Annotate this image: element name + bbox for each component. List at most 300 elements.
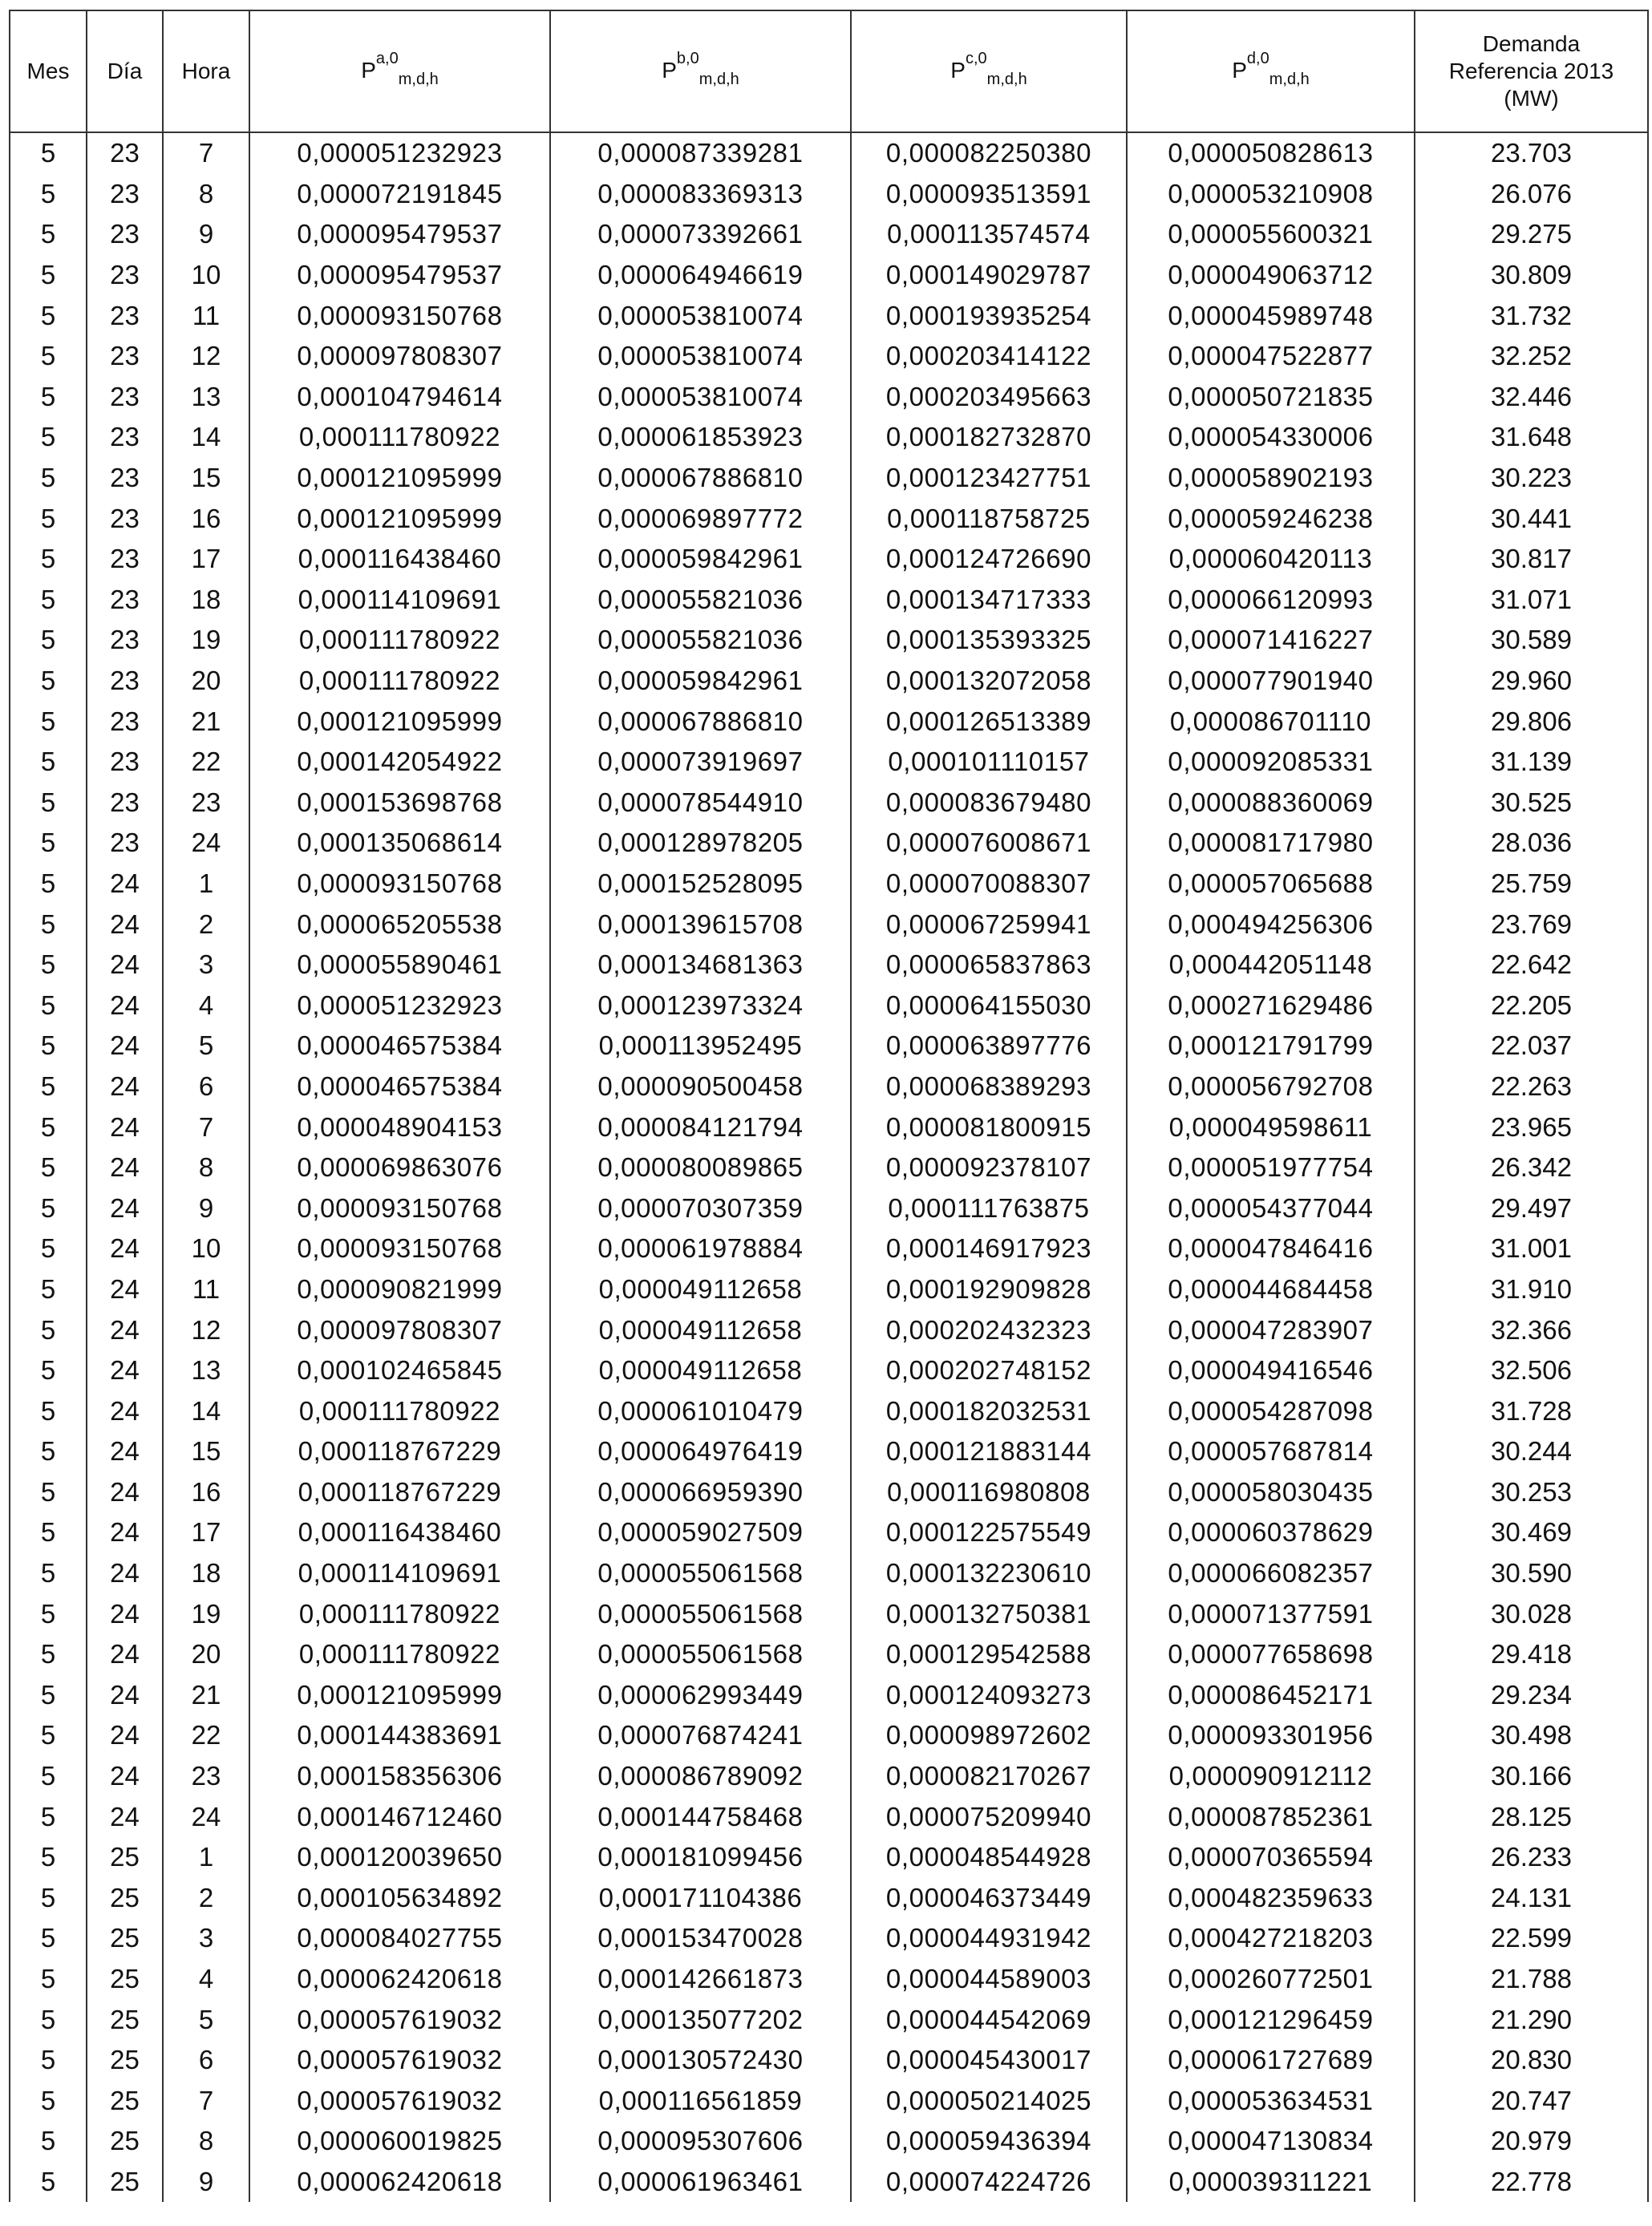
- cell-demanda: 21.290: [1415, 1999, 1648, 2040]
- table-row: [10, 1878, 1648, 1919]
- cell-pd: 0,000066120993: [1127, 580, 1415, 621]
- table-row: [10, 1837, 1648, 1878]
- table-row: [10, 742, 1648, 783]
- header-pa-sub: m,d,h: [398, 70, 439, 88]
- cell-pb: 0,000171104386: [550, 1878, 851, 1919]
- cell-pd: 0,000071377591: [1127, 1593, 1415, 1634]
- cell-hora: 15: [163, 458, 249, 499]
- cell-pc: 0,000129542588: [851, 1634, 1127, 1675]
- table-row: [10, 1026, 1648, 1066]
- cell-pa: 0,000048904153: [249, 1107, 550, 1147]
- cell-pb: 0,000049112658: [550, 1269, 851, 1310]
- table-row: [10, 1107, 1648, 1147]
- cell-pa: 0,000121095999: [249, 701, 550, 742]
- table-row: [10, 1756, 1648, 1797]
- cell-pd: 0,000047522877: [1127, 336, 1415, 377]
- cell-mes: 5: [10, 1390, 87, 1431]
- cell-pd: 0,000059246238: [1127, 498, 1415, 539]
- cell-mes: 5: [10, 1107, 87, 1147]
- cell-pa: 0,000046575384: [249, 1026, 550, 1066]
- table-row: [10, 174, 1648, 215]
- header-pd-base: P: [1232, 57, 1247, 83]
- cell-pb: 0,000181099456: [550, 1837, 851, 1878]
- cell-pb: 0,000049112658: [550, 1350, 851, 1391]
- cell-dia: 24: [87, 1309, 163, 1350]
- cell-pd: 0,000071416227: [1127, 620, 1415, 661]
- cell-dia: 25: [87, 2121, 163, 2162]
- cell-pb: 0,000080089865: [550, 1147, 851, 1188]
- table-row: [10, 2040, 1648, 2081]
- cell-dia: 24: [87, 1026, 163, 1066]
- cell-dia: 25: [87, 1837, 163, 1878]
- table-row: [10, 336, 1648, 377]
- cell-demanda: 21.788: [1415, 1959, 1648, 2000]
- cell-dia: 23: [87, 783, 163, 824]
- table-row: [10, 580, 1648, 621]
- cell-demanda: 30.253: [1415, 1472, 1648, 1513]
- cell-hora: 3: [163, 945, 249, 986]
- cell-pc: 0,000135393325: [851, 620, 1127, 661]
- cell-pa: 0,000111780922: [249, 1390, 550, 1431]
- cell-mes: 5: [10, 336, 87, 377]
- cell-pc: 0,000124093273: [851, 1675, 1127, 1716]
- cell-hora: 10: [163, 255, 249, 296]
- cell-hora: 4: [163, 985, 249, 1026]
- cell-pc: 0,000123427751: [851, 458, 1127, 499]
- cell-pa: 0,000111780922: [249, 661, 550, 702]
- cell-demanda: 30.244: [1415, 1431, 1648, 1472]
- cell-pd: 0,000081717980: [1127, 823, 1415, 864]
- header-pd-sup: d,0: [1246, 49, 1269, 67]
- table-row: [10, 864, 1648, 905]
- cell-hora: 13: [163, 1350, 249, 1391]
- table-row: [10, 1188, 1648, 1228]
- table-row: [10, 1512, 1648, 1553]
- cell-mes: 5: [10, 580, 87, 621]
- cell-dia: 23: [87, 661, 163, 702]
- cell-pc: 0,000064155030: [851, 985, 1127, 1026]
- cell-demanda: 25.759: [1415, 864, 1648, 905]
- cell-pb: 0,000144758468: [550, 1796, 851, 1837]
- cell-pa: 0,000072191845: [249, 174, 550, 215]
- cell-mes: 5: [10, 1959, 87, 2000]
- table-row: [10, 1796, 1648, 1837]
- table-row: [10, 1675, 1648, 1716]
- cell-hora: 14: [163, 417, 249, 458]
- cell-pd: 0,000086452171: [1127, 1675, 1415, 1716]
- cell-pa: 0,000057619032: [249, 1999, 550, 2040]
- cell-pb: 0,000059842961: [550, 539, 851, 580]
- cell-pc: 0,000045430017: [851, 2040, 1127, 2081]
- cell-demanda: 20.830: [1415, 2040, 1648, 2081]
- cell-pd: 0,000047283907: [1127, 1309, 1415, 1350]
- cell-demanda: 28.036: [1415, 823, 1648, 864]
- cell-pb: 0,000055821036: [550, 620, 851, 661]
- cell-dia: 24: [87, 904, 163, 945]
- cell-pc: 0,000146917923: [851, 1228, 1127, 1269]
- cell-pb: 0,000073392661: [550, 214, 851, 255]
- cell-demanda: 30.498: [1415, 1715, 1648, 1756]
- cell-pa: 0,000057619032: [249, 2040, 550, 2081]
- cell-pd: 0,000271629486: [1127, 985, 1415, 1026]
- cell-demanda: 31.139: [1415, 742, 1648, 783]
- cell-pb: 0,000116561859: [550, 2081, 851, 2122]
- header-demanda-line2: Referencia 2013: [1448, 59, 1614, 83]
- cell-demanda: 26.076: [1415, 174, 1648, 215]
- cell-pb: 0,000061963461: [550, 2162, 851, 2203]
- cell-pc: 0,000202432323: [851, 1309, 1127, 1350]
- cell-demanda: 22.263: [1415, 1066, 1648, 1107]
- cell-mes: 5: [10, 1472, 87, 1513]
- cell-pc: 0,000121883144: [851, 1431, 1127, 1472]
- cell-mes: 5: [10, 132, 87, 174]
- cell-demanda: 30.809: [1415, 255, 1648, 296]
- cell-pc: 0,000048544928: [851, 1837, 1127, 1878]
- header-demanda-line1: Demanda: [1482, 31, 1581, 56]
- cell-pb: 0,000053810074: [550, 295, 851, 336]
- header-pc-base: P: [950, 57, 966, 83]
- cell-pb: 0,000153470028: [550, 1918, 851, 1959]
- cell-dia: 24: [87, 1472, 163, 1513]
- cell-pc: 0,000193935254: [851, 295, 1127, 336]
- cell-mes: 5: [10, 1431, 87, 1472]
- cell-pd: 0,000482359633: [1127, 1878, 1415, 1919]
- cell-pc: 0,000082250380: [851, 132, 1127, 174]
- cell-pc: 0,000182032531: [851, 1390, 1127, 1431]
- cell-mes: 5: [10, 1715, 87, 1756]
- cell-dia: 25: [87, 1878, 163, 1919]
- cell-pa: 0,000093150768: [249, 295, 550, 336]
- cell-pd: 0,000087852361: [1127, 1796, 1415, 1837]
- table-row: [10, 783, 1648, 824]
- cell-pb: 0,000130572430: [550, 2040, 851, 2081]
- cell-dia: 24: [87, 1634, 163, 1675]
- cell-pa: 0,000095479537: [249, 214, 550, 255]
- cell-hora: 16: [163, 1472, 249, 1513]
- cell-mes: 5: [10, 458, 87, 499]
- cell-hora: 5: [163, 1999, 249, 2040]
- cell-dia: 25: [87, 2162, 163, 2203]
- cell-pd: 0,000050828613: [1127, 132, 1415, 174]
- cell-hora: 24: [163, 1796, 249, 1837]
- header-pd-sub: m,d,h: [1269, 70, 1310, 88]
- cell-mes: 5: [10, 823, 87, 864]
- cell-pd: 0,000054330006: [1127, 417, 1415, 458]
- cell-pa: 0,000055890461: [249, 945, 550, 986]
- cell-demanda: 29.418: [1415, 1634, 1648, 1675]
- cell-hora: 12: [163, 336, 249, 377]
- header-pa-sup: a,0: [375, 49, 399, 67]
- cell-hora: 7: [163, 2081, 249, 2122]
- cell-pc: 0,000113574574: [851, 214, 1127, 255]
- cell-mes: 5: [10, 1350, 87, 1391]
- cell-mes: 5: [10, 985, 87, 1026]
- cell-mes: 5: [10, 742, 87, 783]
- cell-pa: 0,000142054922: [249, 742, 550, 783]
- cell-pa: 0,000135068614: [249, 823, 550, 864]
- cell-pb: 0,000087339281: [550, 132, 851, 174]
- cell-mes: 5: [10, 1796, 87, 1837]
- cell-pb: 0,000128978205: [550, 823, 851, 864]
- cell-dia: 23: [87, 823, 163, 864]
- cell-hora: 8: [163, 1147, 249, 1188]
- cell-pa: 0,000051232923: [249, 985, 550, 1026]
- cell-demanda: 29.960: [1415, 661, 1648, 702]
- cell-mes: 5: [10, 1837, 87, 1878]
- cell-dia: 23: [87, 214, 163, 255]
- cell-pc: 0,000101110157: [851, 742, 1127, 783]
- cell-mes: 5: [10, 1512, 87, 1553]
- table-row: [10, 1147, 1648, 1188]
- cell-pd: 0,000055600321: [1127, 214, 1415, 255]
- cell-dia: 24: [87, 1188, 163, 1228]
- cell-hora: 11: [163, 1269, 249, 1310]
- cell-pd: 0,000054377044: [1127, 1188, 1415, 1228]
- cell-mes: 5: [10, 2162, 87, 2203]
- cell-pd: 0,000053210908: [1127, 174, 1415, 215]
- cell-demanda: 32.252: [1415, 336, 1648, 377]
- cell-dia: 23: [87, 132, 163, 174]
- cell-pc: 0,000132072058: [851, 661, 1127, 702]
- table-row: [10, 214, 1648, 255]
- table-row: [10, 498, 1648, 539]
- table-row: [10, 1066, 1648, 1107]
- cell-pa: 0,000060019825: [249, 2121, 550, 2162]
- cell-pd: 0,000442051148: [1127, 945, 1415, 986]
- cell-hora: 18: [163, 1553, 249, 1594]
- cell-mes: 5: [10, 498, 87, 539]
- cell-dia: 23: [87, 742, 163, 783]
- cell-pa: 0,000153698768: [249, 783, 550, 824]
- cell-pa: 0,000121095999: [249, 498, 550, 539]
- cell-pb: 0,000083369313: [550, 174, 851, 215]
- cell-pd: 0,000049598611: [1127, 1107, 1415, 1147]
- cell-dia: 25: [87, 2081, 163, 2122]
- cell-hora: 2: [163, 904, 249, 945]
- header-pa-base: P: [361, 57, 376, 83]
- cell-pd: 0,000045989748: [1127, 295, 1415, 336]
- cell-pb: 0,000061853923: [550, 417, 851, 458]
- cell-mes: 5: [10, 1309, 87, 1350]
- cell-pb: 0,000123973324: [550, 985, 851, 1026]
- cell-pb: 0,000061978884: [550, 1228, 851, 1269]
- cell-demanda: 31.732: [1415, 295, 1648, 336]
- cell-mes: 5: [10, 1066, 87, 1107]
- cell-pd: 0,000049063712: [1127, 255, 1415, 296]
- cell-hora: 17: [163, 1512, 249, 1553]
- header-pc-sub: m,d,h: [986, 70, 1027, 88]
- cell-hora: 22: [163, 1715, 249, 1756]
- table-row: [10, 823, 1648, 864]
- cell-pd: 0,000121296459: [1127, 1999, 1415, 2040]
- cell-dia: 24: [87, 1675, 163, 1716]
- cell-pa: 0,000097808307: [249, 1309, 550, 1350]
- cell-dia: 25: [87, 1918, 163, 1959]
- cell-pd: 0,000039311221: [1127, 2162, 1415, 2203]
- cell-pb: 0,000049112658: [550, 1309, 851, 1350]
- cell-pd: 0,000070365594: [1127, 1837, 1415, 1878]
- cell-pa: 0,000084027755: [249, 1918, 550, 1959]
- cell-hora: 15: [163, 1431, 249, 1472]
- cell-mes: 5: [10, 945, 87, 986]
- cell-hora: 11: [163, 295, 249, 336]
- cell-hora: 23: [163, 1756, 249, 1797]
- cell-pb: 0,000095307606: [550, 2121, 851, 2162]
- cell-mes: 5: [10, 2040, 87, 2081]
- table-row: [10, 945, 1648, 986]
- cell-pc: 0,000098972602: [851, 1715, 1127, 1756]
- cell-pa: 0,000095479537: [249, 255, 550, 296]
- data-table: [9, 10, 1649, 2202]
- cell-demanda: 20.747: [1415, 2081, 1648, 2122]
- cell-dia: 24: [87, 1756, 163, 1797]
- cell-hora: 3: [163, 1918, 249, 1959]
- cell-pa: 0,000069863076: [249, 1147, 550, 1188]
- cell-hora: 24: [163, 823, 249, 864]
- table-row: [10, 1228, 1648, 1269]
- cell-mes: 5: [10, 864, 87, 905]
- cell-mes: 5: [10, 1593, 87, 1634]
- cell-demanda: 30.166: [1415, 1756, 1648, 1797]
- cell-mes: 5: [10, 701, 87, 742]
- cell-hora: 2: [163, 1878, 249, 1919]
- cell-pa: 0,000093150768: [249, 864, 550, 905]
- cell-pd: 0,000427218203: [1127, 1918, 1415, 1959]
- cell-pb: 0,000113952495: [550, 1026, 851, 1066]
- cell-mes: 5: [10, 2081, 87, 2122]
- cell-dia: 23: [87, 539, 163, 580]
- cell-pd: 0,000260772501: [1127, 1959, 1415, 2000]
- cell-dia: 24: [87, 864, 163, 905]
- cell-pd: 0,000077901940: [1127, 661, 1415, 702]
- cell-pa: 0,000111780922: [249, 417, 550, 458]
- cell-pd: 0,000053634531: [1127, 2081, 1415, 2122]
- cell-pa: 0,000111780922: [249, 1593, 550, 1634]
- table-row: [10, 2081, 1648, 2122]
- cell-pc: 0,000081800915: [851, 1107, 1127, 1147]
- cell-pd: 0,000092085331: [1127, 742, 1415, 783]
- cell-hora: 5: [163, 1026, 249, 1066]
- cell-pa: 0,000111780922: [249, 620, 550, 661]
- cell-pc: 0,000203495663: [851, 377, 1127, 418]
- cell-demanda: 31.728: [1415, 1390, 1648, 1431]
- cell-hora: 6: [163, 2040, 249, 2081]
- table-row: [10, 132, 1648, 174]
- header-pb: [550, 10, 851, 132]
- cell-dia: 24: [87, 1066, 163, 1107]
- cell-demanda: 23.965: [1415, 1107, 1648, 1147]
- cell-mes: 5: [10, 417, 87, 458]
- cell-pa: 0,000144383691: [249, 1715, 550, 1756]
- cell-dia: 25: [87, 1999, 163, 2040]
- cell-mes: 5: [10, 214, 87, 255]
- cell-pb: 0,000069897772: [550, 498, 851, 539]
- table-row: [10, 1269, 1648, 1310]
- cell-pc: 0,000192909828: [851, 1269, 1127, 1310]
- table-row: [10, 661, 1648, 702]
- cell-dia: 23: [87, 336, 163, 377]
- table-row: [10, 1431, 1648, 1472]
- cell-pc: 0,000067259941: [851, 904, 1127, 945]
- cell-dia: 24: [87, 1350, 163, 1391]
- cell-hora: 10: [163, 1228, 249, 1269]
- cell-pc: 0,000132750381: [851, 1593, 1127, 1634]
- cell-pa: 0,000118767229: [249, 1472, 550, 1513]
- cell-pd: 0,000047130834: [1127, 2121, 1415, 2162]
- cell-mes: 5: [10, 1878, 87, 1919]
- cell-hora: 9: [163, 1188, 249, 1228]
- cell-hora: 23: [163, 783, 249, 824]
- table-row: [10, 985, 1648, 1026]
- cell-mes: 5: [10, 1188, 87, 1228]
- cell-demanda: 26.342: [1415, 1147, 1648, 1188]
- header-demanda-line3: (MW): [1504, 86, 1559, 111]
- cell-dia: 25: [87, 2040, 163, 2081]
- cell-hora: 20: [163, 1634, 249, 1675]
- cell-dia: 23: [87, 417, 163, 458]
- cell-pb: 0,000073919697: [550, 742, 851, 783]
- cell-pa: 0,000065205538: [249, 904, 550, 945]
- cell-pc: 0,000122575549: [851, 1512, 1127, 1553]
- cell-pd: 0,000121791799: [1127, 1026, 1415, 1066]
- cell-pa: 0,000105634892: [249, 1878, 550, 1919]
- cell-pb: 0,000053810074: [550, 377, 851, 418]
- cell-hora: 7: [163, 1107, 249, 1147]
- cell-pc: 0,000059436394: [851, 2121, 1127, 2162]
- cell-demanda: 28.125: [1415, 1796, 1648, 1837]
- cell-pb: 0,000055821036: [550, 580, 851, 621]
- table-row: [10, 1715, 1648, 1756]
- table-row: [10, 295, 1648, 336]
- cell-pb: 0,000152528095: [550, 864, 851, 905]
- cell-dia: 24: [87, 1553, 163, 1594]
- cell-mes: 5: [10, 1147, 87, 1188]
- cell-pa: 0,000046575384: [249, 1066, 550, 1107]
- cell-pd: 0,000057065688: [1127, 864, 1415, 905]
- cell-dia: 24: [87, 1269, 163, 1310]
- cell-mes: 5: [10, 1999, 87, 2040]
- table-row: [10, 377, 1648, 418]
- table-row: [10, 539, 1648, 580]
- cell-pb: 0,000055061568: [550, 1553, 851, 1594]
- cell-dia: 24: [87, 1107, 163, 1147]
- cell-pd: 0,000050721835: [1127, 377, 1415, 418]
- header-mes: Mes: [10, 10, 87, 132]
- table-row: [10, 1918, 1648, 1959]
- cell-pa: 0,000057619032: [249, 2081, 550, 2122]
- cell-pa: 0,000111780922: [249, 1634, 550, 1675]
- table-row: [10, 255, 1648, 296]
- cell-dia: 23: [87, 458, 163, 499]
- cell-demanda: 30.589: [1415, 620, 1648, 661]
- cell-demanda: 32.366: [1415, 1309, 1648, 1350]
- cell-mes: 5: [10, 1026, 87, 1066]
- cell-pd: 0,000056792708: [1127, 1066, 1415, 1107]
- cell-pb: 0,000062993449: [550, 1675, 851, 1716]
- header-dia: Día: [87, 10, 163, 132]
- cell-pb: 0,000064946619: [550, 255, 851, 296]
- cell-pb: 0,000053810074: [550, 336, 851, 377]
- cell-mes: 5: [10, 1675, 87, 1716]
- table-row: [10, 1472, 1648, 1513]
- cell-dia: 23: [87, 255, 163, 296]
- cell-dia: 24: [87, 1390, 163, 1431]
- cell-pc: 0,000044542069: [851, 1999, 1127, 2040]
- cell-hora: 19: [163, 1593, 249, 1634]
- cell-dia: 24: [87, 1715, 163, 1756]
- cell-mes: 5: [10, 1634, 87, 1675]
- cell-pb: 0,000142661873: [550, 1959, 851, 2000]
